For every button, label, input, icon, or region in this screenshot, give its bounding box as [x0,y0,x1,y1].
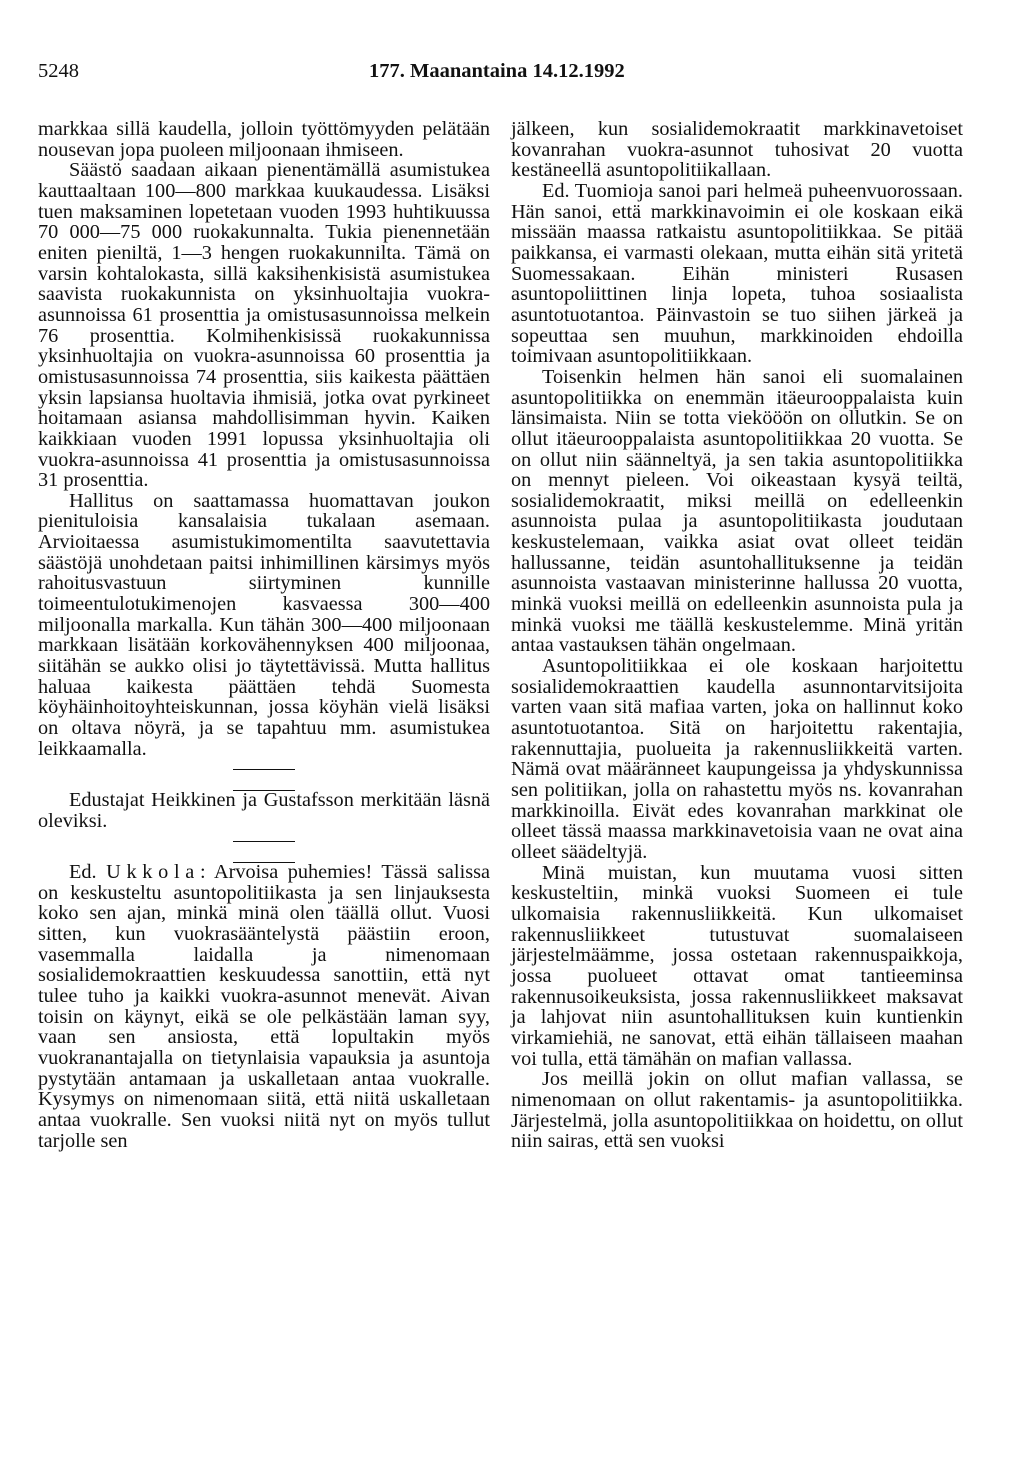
speech-intro: Ed. [69,860,97,883]
speech-body: : Arvoisa puhemies! Tässä salissa on keskusteltu asuntopolitiikasta ja sen linjauksesta koko sen ajan, minkä minä olen täällä ollut. Vuosi sitten, kun vuokrasääntelystä päästiin eroon, vasemmalla laidalla ja nimenomaan sosialidemokraattien keskuudessa sanottiin, että nyt tulee tuho ja kaikki vuokra-asunnot menevät. Aivan toisin on käynyt, eikä se ole pelkästään laman syy, vaan sen ansiosta, että lopultakin myös vuokranantajalla on tietynlaisia vapauksia ja asuntoja pystytään antamaan ja uskalletaan antaa vuokralle. Kysymys on nimenomaan siitä, että niitä uskalletaan antaa vuokralle. Sen vuoksi niitä nyt on myös tullut tarjolle sen [38,860,490,1152]
page-number: 5248 [38,60,79,82]
speech-paragraph [38,862,490,1151]
section-divider [38,831,490,852]
page-header [38,60,968,90]
paragraph: Säästö saadaan aikaan pienentämällä asumistukea kauttaaltaan 100—800 markkaa kuukaudessa. Lisäksi tuen maksaminen lopetetaan vuoden 1993 huhtikuussa 70 000—75 000 ruokakunnalta. Tukia pienennetään eniten pieniltä, 1—3 hengen ruokakunnilta. Tämä on varsin kohtalokasta, sillä kaksihenkisistä asumistukea saavista ruokakunnista on yksinhuoltajia vuokra-asunnoissa 61 prosenttia ja omistusasunnoissa melkein 76 prosenttia. Kolmihenkisissä ruokakunnissa yksinhuoltajia on vuokra-asunnoissa 60 prosenttia ja omistusasunnoissa 74 prosenttia, siis kaikesta päättäen yksin lapsiansa huoltavia ihmisiä, jotka ovat pyrkineet hoitamaan asiansa mahdollisimman hyvin. Kaiken kaikkiaan vuoden 1991 lopussa yksinhuoltajia oli vuokra-asunnoissa 41 prosenttia ja omistusasunnoissa 31 prosenttia. [38,159,490,492]
spacer [38,852,490,862]
attendance-note: Edustajat Heikkinen ja Gustafsson merkitään läsnä oleviksi. [38,789,490,832]
paragraph: Hallitus on saattamassa huomattavan joukon pienituloisia kansalaisia tukalaan asemaan. Arvioitaessa asumistukimomentilta saavutettavia säästöjä unohdetaan paitsi inhimillinen kärsimys myös rahoitusvastuun siirtyminen kunnille toimeentulotukimenojen kasvaessa 300—400 miljoonalla markalla. Kun tähän 300—400 miljoonaan markkaan lisätään korkovähennyksen 400 miljoonaa, siitähän se aukko olisi jo täytettävissä. Mutta hallitus haluaa kaikesta päättäen tehdä Suomesta köyhäinhoitoyhteiskunnan, jossa köyhän vielä lisäksi on oltava nöyrä, ja se tapahtuu mm. asumistukea leikkaamalla. [38,489,490,760]
left-column [38,119,490,1151]
section-divider [38,759,490,780]
paragraph: Minä muistan, kun muutama vuosi sitten keskusteltiin, minkä vuoksi Suomeen ei tule ulkomaisia rakennusliikkeitä. Kun ulkomaiset rakennusliikkeet tutustuvat suomalaiseen järjestelmäämme, jossa ostetaan rakennuspaikkoja, jossa puolueet ottavat omat tantieeminsa rakennusoikeuksista, jossa rakennusliikkeet maksavat ja lahjovat niin asuntohallituksen kuin kuntienkin virkamiehiä, ne sanovat, että eihän tällaiseen maahan voi tulla, että tämähän on mafian vallassa. [511,861,963,1070]
paragraph: Asuntopolitiikkaa ei ole koskaan harjoitettu sosialidemokraattien kaudella asunnontarvitsijoita varten vaan sitä mafiaa varten, joka on hallinnut koko asuntotuotantoa. Sitä on harjoitettu rakentajia, rakennuttajia, puolueita ja rakennusliikkeitä varten. Nämä ovat määränneet kaupungeissa ja yhdyskunnissa sen politiikan, jolla on rahastettu myös ns. kovanrahan markkinoilla. Eivät edes kovanrahan markkinat ole olleet tässä maassa markkinavetoisia vaan ne ovat aina olleet säädeltyjä. [511,655,963,863]
paragraph: markkaa sillä kaudella, jolloin työttömyyden pelätään nousevan jopa puoleen miljoonaan ihmiseen. [38,118,490,161]
paragraph: Ed. Tuomioja sanoi pari helmeä puheenvuorossaan. Hän sanoi, että markkinavoimin ei ole koskaan eikä missään maassa ratkaistu asuntopolitiikkaa. Se pitää paikkansa, ei varmasti olekaan, mutta eihän sitä yritetä Suomessakaan. Eihän ministeri Rusasen asuntopoliittinen linja lopeta, tuhoa sosiaalista asuntotuotantoa. Päinvastoin se tuo siihen järkeä ja sopeuttaa sen muuhun, markkinoiden ehdoilla toimivaan asuntopolitiikkaan. [511,179,963,368]
session-title: 177. Maanantaina 14.12.1992 [369,60,625,82]
paragraph: jälkeen, kun sosialidemokraatit markkinavetoiset kovanrahan vuokra-asunnot tuhosivat 20 vuotta kestäneellä asuntopolitiikallaan. [511,118,963,182]
paragraph: Toisenkin helmen hän sanoi eli suomalainen asuntopolitiikka on enemmän itäeurooppalaista kuin länsimaista. Niin se totta viekööön on ollutkin. Se on ollut itäeurooppalaista asuntopolitiikkaa 20 vuotta. Se on ollut niin säänneltyä, ja sen takia asuntopolitiikka on mennyt pieleen. Voi oikeastaan kysyä teiltä, sosialidemokraatit, miksi meillä on edelleenkin asunnoista pulaa ja asuntopolitiikasta joudutaan keskustelemaan, vaikka asiat ovat olleet teidän hallussanne, teidän asuntohallituksenne ja teidän asunnoista vastaavan ministerinne hallussa 20 vuotta, minkä vuoksi meillä on edelleenkin asunnoista pula ja minkä vuoksi me täällä keskustelemme. Minä yritän antaa vastauksen tähän ongelmaan. [511,365,963,657]
spacer [38,780,490,790]
right-column [511,119,963,1152]
speaker-name: Ukkola [106,860,200,883]
paragraph: Jos meillä jokin on ollut mafian vallassa, se nimenomaan on ollut rakentamis- ja asuntopolitiikka. Järjestelmä, jolla asuntopolitiikkaa on hoidettu, on ollut niin sairas, että sen vuoksi [511,1068,963,1153]
